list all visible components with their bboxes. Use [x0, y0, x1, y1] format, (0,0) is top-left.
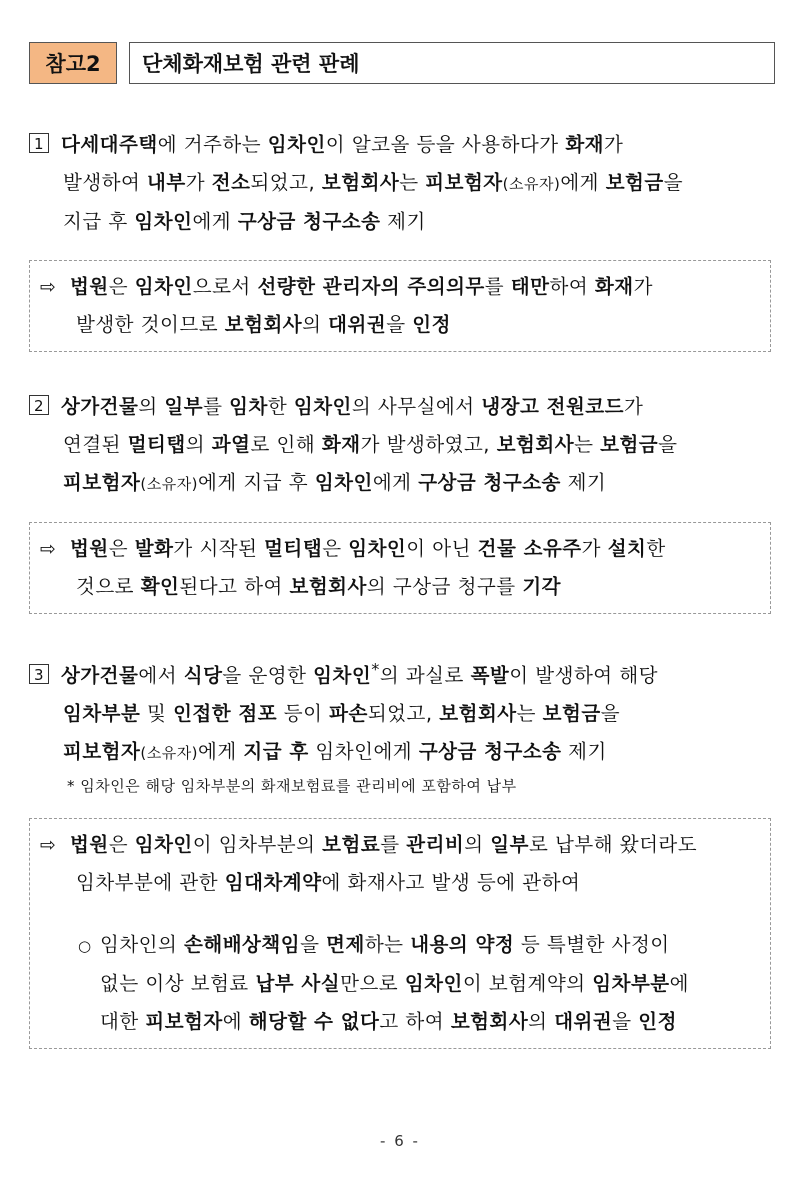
text-segment: 발생하여 [63, 171, 148, 194]
emphasized-text: 임차인 [313, 663, 372, 687]
text-segment: 의 사무실에서 [351, 395, 482, 418]
case-line [29, 164, 779, 203]
text-segment: 는 [516, 701, 543, 725]
emphasized-text: 내부 [147, 171, 186, 194]
emphasized-text: 확인 [140, 575, 180, 598]
emphasized-text: 구상금 청구소송 [237, 210, 381, 233]
text-segment: 은 [108, 537, 135, 560]
emphasized-text: 해당할 수 없다 [248, 1010, 380, 1033]
text-segment: 고 하여 [379, 1010, 451, 1033]
emphasized-text: 임차인 [267, 133, 326, 156]
emphasized-text: 화재 [321, 433, 361, 456]
bullet-line [40, 965, 770, 1003]
text-segment: 이 알코올 등을 사용하다가 [325, 133, 566, 156]
text-segment: 을 [300, 933, 327, 956]
ruling-line [40, 530, 770, 568]
emphasized-text: 보험료 [322, 833, 381, 856]
emphasized-text: 보험회사 [321, 171, 400, 194]
emphasized-text: 보험회사 [289, 575, 367, 598]
case-line [29, 733, 779, 772]
text-segment: 임차부분에 관한 [76, 871, 225, 894]
text-segment: 가 [633, 275, 653, 298]
ruling-box-2 [29, 522, 771, 614]
text-segment: 만으로 [340, 972, 405, 995]
text-segment: 에게 [372, 471, 419, 494]
emphasized-text: 보험금 [600, 433, 659, 456]
text-segment: 에 화재사고 발생 등에 관하여 [321, 871, 581, 894]
emphasized-text: 기각 [522, 575, 562, 598]
emphasized-text: 보험회사 [224, 313, 303, 336]
emphasized-text: 대위권 [328, 313, 387, 336]
emphasized-text: 임차인 [314, 471, 373, 494]
emphasized-text: 인정 [412, 313, 451, 336]
case-line [29, 695, 779, 733]
text-segment: 및 [140, 701, 174, 725]
emphasized-text: 보험금 [605, 171, 664, 194]
text-segment: 이 보험계약의 [462, 972, 593, 995]
ruling-line [40, 826, 770, 864]
text-segment: 한 [646, 537, 666, 560]
ruling-box-1 [29, 260, 771, 352]
text-segment: 제기 [380, 210, 426, 233]
case-3 [29, 650, 779, 800]
text-segment: 은 [108, 275, 135, 298]
text-segment: 의 [302, 313, 329, 336]
emphasized-text: 화재 [594, 275, 634, 298]
text-segment: 가 [623, 395, 644, 418]
text-segment: 임차인의 [100, 933, 185, 956]
emphasized-text: 보험회사 [450, 1010, 529, 1033]
emphasized-text: 손해배상책임 [184, 933, 301, 956]
emphasized-text: 법원 [70, 275, 109, 298]
emphasized-text: 과열 [211, 433, 251, 456]
text-segment: 제기 [560, 471, 607, 494]
emphasized-text: 보험회사 [439, 701, 517, 725]
text-segment: 는 [399, 171, 426, 194]
bullet-line [40, 926, 770, 965]
text-segment: 등 특별한 사정이 [514, 933, 670, 956]
emphasized-text: 멀티탭 [127, 433, 186, 456]
ruling-line [40, 306, 770, 344]
text-segment: 로 인해 [250, 433, 322, 456]
case-number: 2 [29, 395, 49, 415]
text-segment: 등이 [277, 701, 330, 725]
text-segment: 없는 이상 보험료 [100, 972, 256, 995]
text-segment: 제기 [561, 739, 607, 763]
emphasized-text: 인접한 점포 [173, 701, 278, 725]
footnote: * 임차인은 해당 임차부분의 화재보험료를 관리비에 포함하여 납부 [67, 776, 517, 795]
emphasized-text: 일부 [490, 833, 529, 856]
emphasized-text: 보험회사 [496, 433, 575, 456]
ruling-line [40, 568, 770, 606]
emphasized-text: 선량한 관리자의 주의의무 [257, 275, 485, 298]
emphasized-text: 다세대주택 [61, 133, 158, 156]
text-segment: 의 과실로 [379, 663, 471, 687]
emphasized-text: 피보험자 [425, 171, 503, 194]
arrow-icon: ⇨ [40, 276, 57, 298]
text-segment: 은 [108, 833, 135, 856]
case-line [29, 426, 779, 464]
text-segment: 의 [185, 433, 212, 456]
emphasized-text: 임차부분 [63, 701, 141, 725]
emphasized-text: 피보험자 [63, 739, 141, 763]
text-segment: 가 시작된 [173, 537, 265, 560]
text-segment: 지급 후 [63, 210, 135, 233]
text-segment: 발생한 것이므로 [76, 313, 225, 336]
text-segment: 을 [663, 171, 684, 194]
emphasized-text: 임대차계약 [224, 871, 322, 894]
emphasized-text: 전소 [211, 171, 251, 194]
text-segment: 로 납부해 왔더라도 [528, 833, 698, 856]
text-segment: 을 [658, 433, 678, 456]
case-number: 1 [29, 133, 49, 153]
text-segment: 에게 [560, 171, 606, 194]
text-segment: 이 아닌 [406, 537, 478, 560]
emphasized-text: 임차 [229, 395, 268, 418]
emphasized-text: 건물 소유주 [477, 537, 582, 560]
emphasized-text: 내용의 약정 [410, 933, 515, 956]
text-segment: 가 발생하였고, [360, 433, 497, 456]
case-line [29, 650, 779, 695]
text-segment: 을 [386, 313, 413, 336]
text-segment: 가 [604, 133, 624, 156]
emphasized-text: 피보험자 [145, 1010, 223, 1033]
bullet-icon: ○ [78, 937, 92, 955]
emphasized-text: 일부 [164, 395, 204, 418]
emphasized-text: 멀티탭 [264, 537, 323, 560]
emphasized-text: 상가건물 [61, 663, 139, 687]
emphasized-text: 태만 [510, 275, 550, 298]
text-segment: 대한 [100, 1010, 146, 1033]
text-segment: 으로서 [192, 275, 258, 298]
text-segment: 을 [600, 701, 621, 725]
emphasized-text: 설치 [607, 537, 647, 560]
text-segment: 에 [669, 972, 689, 995]
emphasized-text: 임차인 [348, 537, 407, 560]
text-segment: (소유자) [140, 475, 199, 493]
emphasized-text: 구상금 청구소송 [418, 471, 561, 494]
emphasized-text: 대위권 [554, 1010, 613, 1033]
text-segment: 에게 [192, 210, 238, 233]
text-segment: 이 임차부분의 [192, 833, 323, 856]
text-segment: 은 [322, 537, 349, 560]
emphasized-text: 지급 후 [243, 739, 309, 763]
emphasized-text: 구상금 청구소송 [418, 739, 562, 763]
emphasized-text: 임차인 [134, 210, 193, 233]
ruling-line [40, 864, 770, 902]
emphasized-text: 상가건물 [61, 395, 139, 418]
emphasized-text: 화재 [565, 133, 604, 156]
text-segment: 의 [138, 395, 165, 418]
text-segment: 에서 [138, 663, 184, 687]
text-segment: 이 발생하여 해당 [509, 663, 659, 687]
text-segment: 하는 [364, 933, 411, 956]
arrow-icon: ⇨ [40, 538, 57, 560]
text-segment: (소유자) [140, 743, 199, 762]
emphasized-text: 파손 [329, 701, 368, 725]
text-segment: 를 [380, 833, 407, 856]
emphasized-text: 법원 [70, 537, 109, 560]
arrow-icon: ⇨ [40, 834, 57, 856]
text-segment: 되었고, [367, 701, 440, 725]
text-segment: 것으로 [76, 575, 141, 598]
text-segment: 에게 지급 후 [198, 471, 315, 494]
case-line [29, 464, 779, 503]
text-segment: 되었고, [250, 171, 322, 194]
emphasized-text: 임차인 [134, 275, 193, 298]
case-line [29, 203, 779, 241]
case-line [29, 388, 779, 426]
ruling-box-3 [29, 818, 771, 1049]
text-segment: 을 운영한 [222, 663, 314, 687]
text-segment: 연결된 [63, 433, 128, 456]
case-line [29, 126, 779, 164]
text-segment: 가 [185, 171, 212, 194]
case-2 [29, 388, 779, 503]
text-segment: * [371, 659, 380, 678]
text-segment: 한 [267, 395, 294, 418]
emphasized-text: 면제 [326, 933, 365, 956]
text-segment: 에게 [198, 739, 244, 763]
text-segment: 를 [484, 275, 511, 298]
emphasized-text: 보험금 [542, 701, 601, 725]
emphasized-text: 임차인 [404, 972, 463, 995]
text-segment: 된다고 하여 [179, 575, 290, 598]
emphasized-text: 관리비 [406, 833, 465, 856]
text-segment: (소유자) [502, 175, 561, 193]
text-segment: 는 [574, 433, 601, 456]
emphasized-text: 폭발 [470, 663, 510, 687]
page-title: 단체화재보험 관련 판례 [129, 42, 775, 84]
text-segment: 에 [222, 1010, 249, 1033]
case-1 [29, 126, 779, 241]
emphasized-text: 식당 [183, 663, 223, 687]
emphasized-text: 인정 [638, 1010, 677, 1033]
page-number: - 6 - [380, 1132, 420, 1150]
ruling-line [40, 268, 770, 306]
emphasized-text: 임차부분 [592, 972, 670, 995]
emphasized-text: 법원 [70, 833, 109, 856]
emphasized-text: 임차인 [134, 833, 193, 856]
bullet-line [40, 1003, 770, 1041]
text-segment: 의 [528, 1010, 555, 1033]
text-segment: 의 [464, 833, 491, 856]
emphasized-text: 냉장고 전원코드 [481, 395, 624, 418]
text-segment: 가 [581, 537, 608, 560]
emphasized-text: 납부 사실 [255, 972, 341, 995]
header [29, 42, 775, 84]
text-segment: 하여 [549, 275, 595, 298]
text-segment: 를 [203, 395, 230, 418]
text-segment: 에 거주하는 [157, 133, 268, 156]
emphasized-text: 발화 [134, 537, 174, 560]
emphasized-text: 피보험자 [63, 471, 141, 494]
text-segment: 임차인에게 [308, 739, 419, 763]
reference-tag: 참고2 [29, 42, 117, 84]
emphasized-text: 임차인 [293, 395, 352, 418]
text-segment: 을 [612, 1010, 639, 1033]
case-number: 3 [29, 664, 49, 684]
text-segment: 의 구상금 청구를 [366, 575, 523, 598]
